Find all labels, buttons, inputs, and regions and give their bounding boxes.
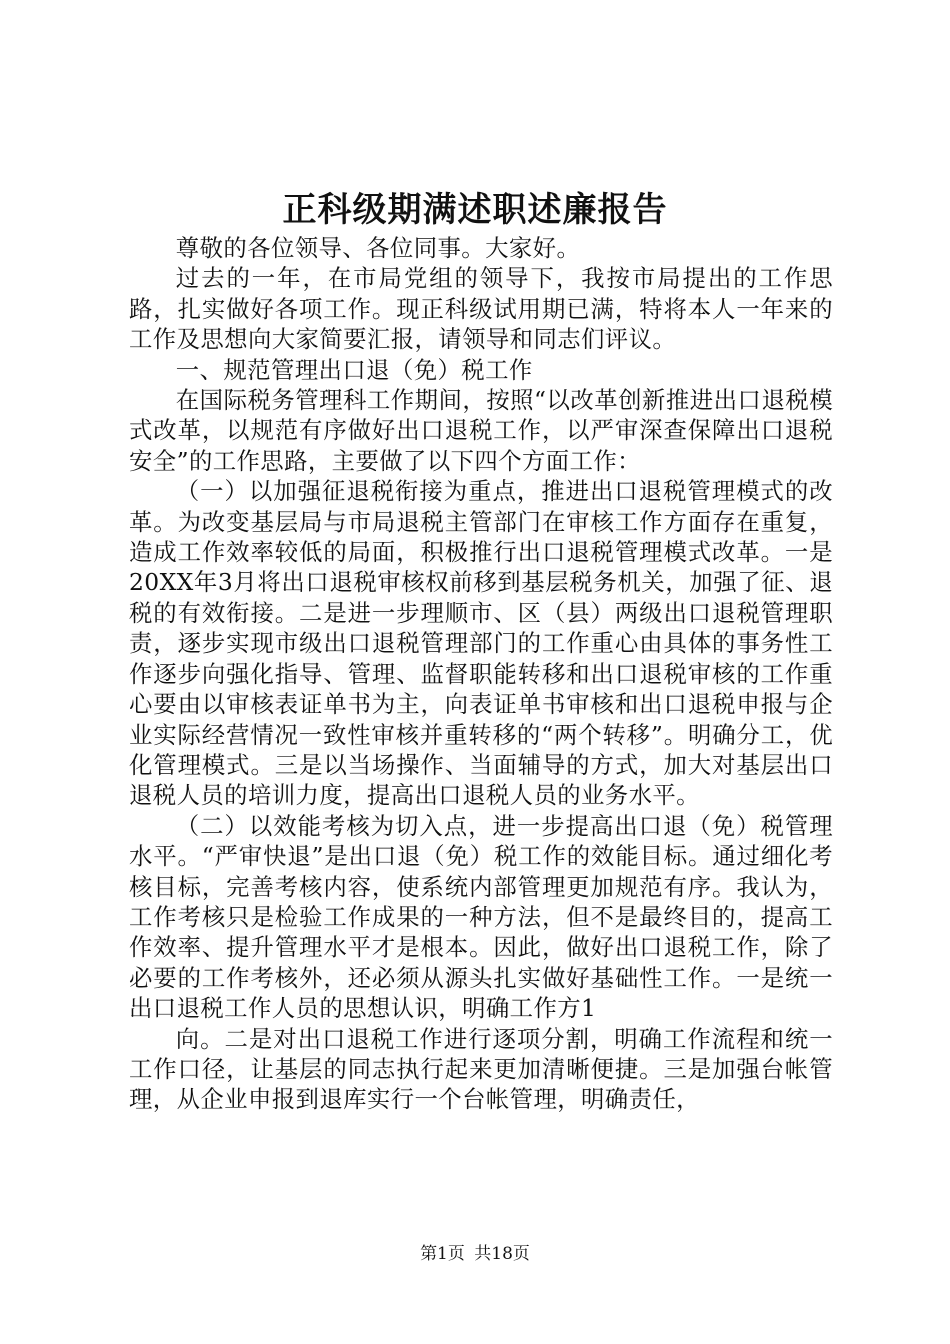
document-body <box>129 233 833 1115</box>
paragraph-greeting: 尊敬的各位领导、各位同事。大家好。 <box>175 234 581 262</box>
document-title: 正科级期满述职述廉报告 <box>282 190 668 230</box>
paragraph-intro: 过去的一年，在市局党组的领导下，我按市局提出的工作思路，扎实做好各项工作。现正科级试用期已满，特将本人一年来的工作及思想向大家简要汇报，请领导和同志们评议。 <box>129 264 833 354</box>
page-number: 第1页 <box>420 1244 465 1264</box>
paragraph-overview: 在国际税务管理科工作期间，按照“以改革创新推进出口退税模式改革，以规范有序做好出口退税工作，以严审深查保障出口退税安全”的工作思路，主要做了以下四个方面工作： <box>129 386 833 475</box>
section-heading: 一、规范管理出口退（免）税工作 <box>175 355 533 384</box>
paragraph-continued: 向。二是对出口退税工作进行逐项分割，明确工作流程和统一工作口径，让基层的同志执行起来更加清晰便捷。三是加强台帐管理，从企业申报到退库实行一个台帐管理，明确责任， <box>129 1024 833 1114</box>
paragraph-item-2: （二）以效能考核为切入点，进一步提高出口退（免）税管理水平。“严审快退”是出口退（免）税工作的效能目标。通过细化考核目标，完善考核内容，使系统内部管理更加规范有序。我认为，工作考核只是检验工作成果的一种方法，但不是最终目的，提高工作效率、提升管理水平才是根本。因此，做好出口退税工作，除了必要的工作考核外，还必须从源头扎实做好基础性工作。一是统一出口退税工作人员的思想认识，明确工作方1 <box>129 811 833 1023</box>
page-footer <box>0 1242 950 1266</box>
paragraph-item-1: （一）以加强征退税衔接为重点，推进出口退税管理模式的改革。为改变基层局与市局退税主管部门在审核工作方面存在重复，造成工作效率较低的局面，积极推行出口退税管理模式改革。一是20XX年3月将出口退税审核权前移到基层税务机关，加强了征、退税的有效衔接。二是进一步理顺市、区（县）两级出口退税管理职责，逐步实现市级出口退税管理部门的工作重心由具体的事务性工作逐步向强化指导、管理、监督职能转移和出口退税审核的工作重心要由以审核表证单书为主，向表证单书审核和出口退税申报与企业实际经营情况一致性审核并重转移的“两个转移”。明确分工，优化管理模式。三是以当场操作、当面辅导的方式，加大对基层出口退税人员的培训力度，提高出口退税人员的业务水平。 <box>129 477 833 810</box>
page-total: 共18页 <box>474 1244 530 1264</box>
